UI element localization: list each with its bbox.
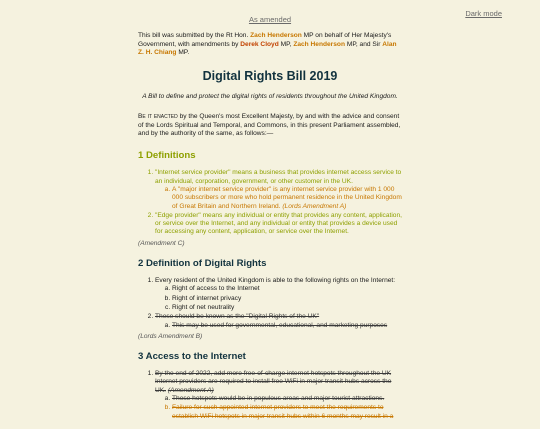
section-3 (138, 351, 402, 421)
list-item (172, 186, 402, 211)
list-item: a. Right of access to the Internet (172, 285, 402, 293)
section-2 (138, 258, 402, 341)
section-1 (138, 150, 402, 248)
section-3-list (138, 370, 402, 421)
section-2-list (138, 277, 402, 330)
amender-name-1: Derek Cloyd (240, 40, 279, 48)
list-item (155, 277, 402, 312)
section-3-heading: 3 Access to the Internet (138, 351, 246, 363)
intro-text-2: MP on behalf of Her Majesty's Government, with amendments by (138, 32, 392, 48)
s1-item-1a-text: A "major internet service provider" is any internet service provider with 1 000 000 subscribers or more who hold permanent residence in the United Kingdom of Great Britain and Northern Ireland. (172, 185, 402, 210)
s1-item-1-text: "Internet service provider" means a business that provides internet access service to an individual, corporation, government, or other customer in the UK. (155, 169, 402, 185)
amendment-note: (Lords Amendment B) (138, 332, 203, 340)
list-item (172, 404, 402, 421)
s2-item-2a-struck: This may be used for governmental, educational, and marketing purposes (172, 321, 388, 329)
list-item (155, 313, 402, 330)
intro-text-5: MP. (178, 48, 190, 56)
s2-sublist (155, 285, 402, 312)
section-1-list (138, 169, 402, 236)
list-item (155, 370, 402, 421)
list-item (155, 169, 402, 210)
intro-text-3: MP, (280, 40, 292, 48)
s3-item-1a-struck: These hotspots would be in populous areas and major tourist attractions. (172, 395, 385, 403)
amender-name-2: Zach Henderson (293, 40, 345, 48)
bill-subtitle: A Bill to define and protect the digital rights of residents throughout the United Kingdom. (142, 93, 398, 101)
enacting-text: by the Queen's most Excellent Majesty, by and with the advice and consent of the Lords Spiritual and Temporal, and Commons, in this present Parliament assembled, and by the authority of the same, as follows:— (138, 113, 401, 138)
section-1-heading: 1 Definitions (138, 150, 196, 162)
s2-item-1-text: Every resident of the United Kingdom is able to the following rights on the Internet: (155, 277, 396, 285)
list-item (172, 322, 402, 330)
amender-name-3: Alan Z. H. Chiang (138, 40, 397, 56)
enacting-lead: Be it enacted (138, 113, 178, 121)
sponsor-name: Zach Henderson (250, 32, 302, 40)
s3-sublist (155, 395, 402, 421)
intro-paragraph (138, 32, 402, 57)
dark-mode-link[interactable]: Dark mode (465, 9, 502, 18)
s1-sublist (155, 186, 402, 211)
list-item: b. Right of internet privacy (172, 295, 402, 303)
version-toggle (138, 16, 402, 25)
bill-title: Digital Rights Bill 2019 (202, 69, 338, 84)
section-2-heading: 2 Definition of Digital Rights (138, 258, 267, 270)
list-item (172, 395, 402, 403)
topbar (465, 9, 502, 18)
s3-item-1b-struck: Failure for such appointed internet providers to meet the requirements to establish WiFi hotspots in major transit hubs within 6 months may result in a (172, 404, 394, 420)
as-amended-link[interactable]: As amended (248, 15, 292, 24)
bill-document (138, 16, 402, 429)
s1-item-2-text: "Edge provider" means any individual or entity that provides any content, application, or service over the Internet, and any individual or entity that provides a device used for accessing any content, application, or service over the Internet. (155, 211, 402, 236)
s2-sublist-2 (155, 322, 402, 330)
list-item (155, 212, 402, 237)
enacting-formula (138, 113, 402, 138)
amendment-note: (Amendment C) (138, 239, 185, 247)
amendment-note: (Amendment A) (167, 386, 214, 394)
intro-text-4: MP, and Sir (346, 40, 381, 48)
s3-item-1-struck: By the end of 2022, add more free-of-charge internet hotspots throughout the UK Internet providers are required to install free WiFi in major transit hubs across the UK. (155, 370, 392, 394)
amendment-note: (Lords Amendment A) (282, 202, 347, 210)
s2-item-2-struck: These should be known as the "Digital Rights of the UK" (155, 313, 320, 321)
list-item: c. Right of net neutrality (172, 304, 402, 312)
intro-text-1: This bill was submitted by the Rt Hon. (138, 32, 249, 40)
